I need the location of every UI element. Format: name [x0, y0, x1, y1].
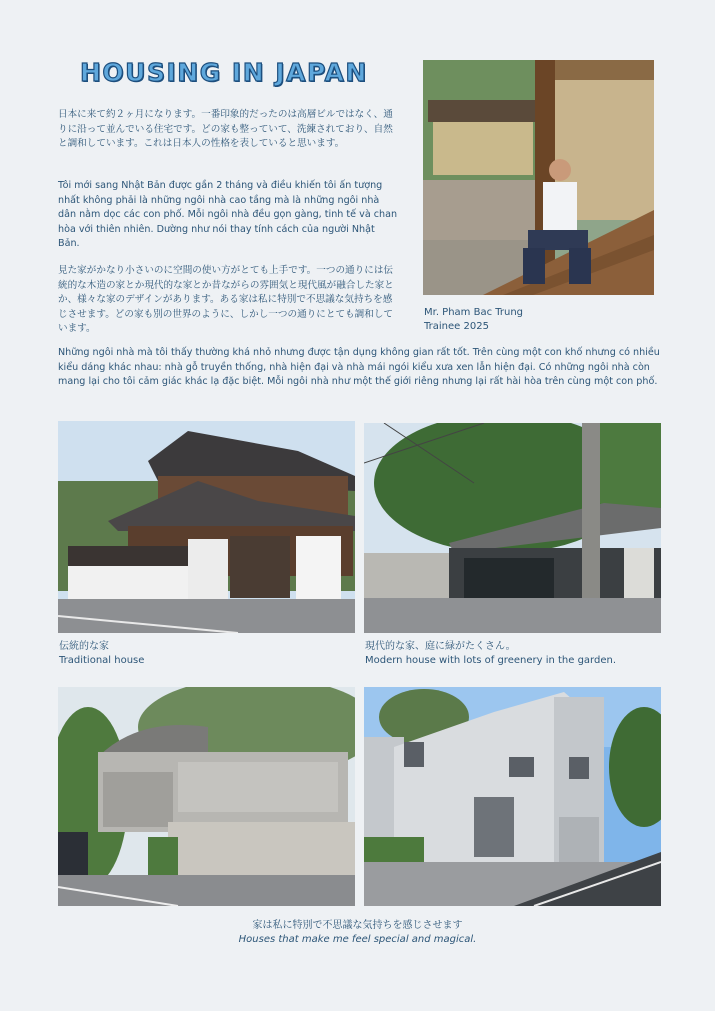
bottom-caption-en: Houses that make me feel special and magical. — [238, 934, 477, 945]
portrait-role: Trainee 2025 — [424, 321, 489, 332]
paragraph-vi-houses: Những ngôi nhà mà tôi thấy thường khá nhỏ nhưng được tận dụng không gian rất tốt. Trên cùng một con khố nhưng có nhiều kiểu dáng khác nhau: nhà gỗ truyền thống, nhà hiện đại và nhà mái ngói kiểu xưa xen lẫn hiện đại. Có những ngôi nhà còn mang lại cho tôi cảm giác khác lạ đặc biệt. Mỗi ngôi nhà như một thế giới riêng nhưng lại rất hài hòa trên cùng một con phố. — [58, 347, 660, 388]
photo-white-house — [364, 687, 661, 906]
portrait-photo — [423, 60, 654, 295]
paragraph-jp-houses: 見た家がかなり小さいのに空間の使い方がとても上手です。一つの通りには伝統的な木造の家とか現代的な家とか昔ながらの雰囲気と現代風が融合した家とか、様々な家のデザインがあります。ある家は私に特別で不思議な気持ちを感じさせます。どの家も別の世界のように、しかし一つの通りにとても調和しています。 — [58, 265, 394, 335]
paragraph-vi-intro: Tôi mới sang Nhật Bản được gần 2 tháng và điều khiến tôi ấn tượng nhất không phải là những ngôi nhà cao tầng mà là những ngôi nhà dân nằm dọc các con phố. Mỗi ngôi nhà đều gọn gàng, tinh tế và chan hòa với thiên nhiên. Dường như nói thay tính cách của người Nhật Bản. — [58, 180, 398, 250]
portrait-name: Mr. Pham Bac Trung — [424, 307, 524, 318]
bottom-caption — [0, 919, 715, 947]
caption-traditional-house-jp: 伝統的な家 — [59, 641, 109, 652]
portrait-caption — [424, 306, 523, 334]
caption-modern-house — [365, 640, 616, 668]
caption-traditional-house — [59, 640, 144, 668]
paragraph-jp-intro: 日本に来て約２ヶ月になります。一番印象的だったのは高層ビルではなく、通りに沿って並んでいる住宅です。どの家も整っていて、洗練されており、自然と調和しています。これは日本人の性格を表していると思います。 — [58, 109, 393, 150]
caption-modern-house-en: Modern house with lots of greenery in the garden. — [365, 655, 617, 666]
photo-traditional-house — [58, 421, 355, 633]
page-title: HOUSING IN JAPAN — [80, 58, 368, 87]
caption-modern-house-jp: 現代的な家、庭に緑がたくさん。 — [365, 641, 516, 652]
bottom-caption-jp: 家は私に特別で不思議な気持ちを感じさせます — [252, 920, 463, 931]
photo-modern-house-garden — [364, 423, 661, 633]
photo-concrete-house — [58, 687, 355, 906]
caption-traditional-house-en: Traditional house — [59, 655, 145, 666]
